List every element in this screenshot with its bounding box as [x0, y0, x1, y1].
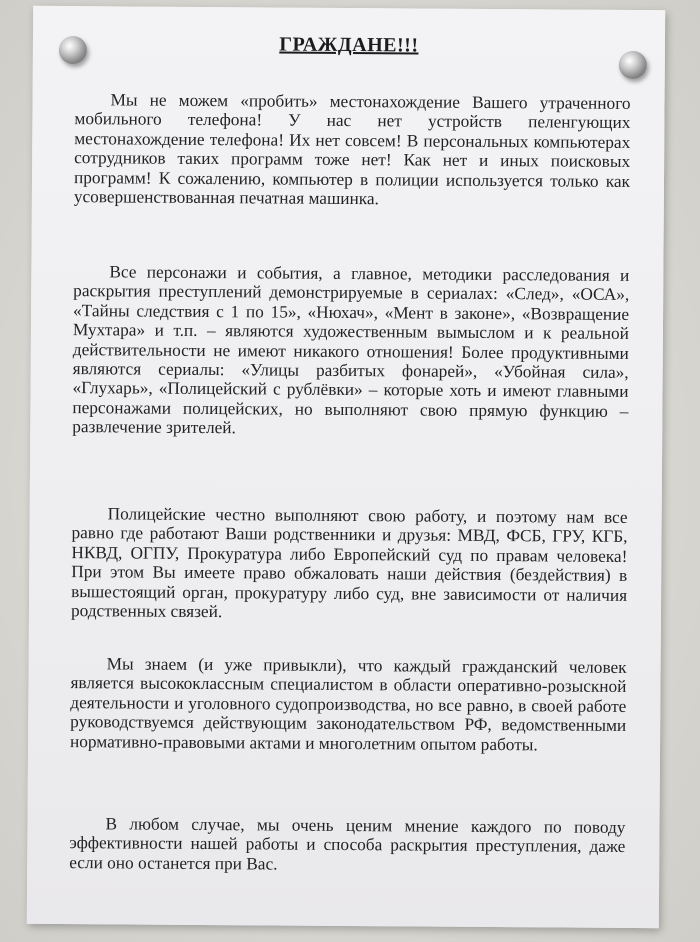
notice-sheet	[27, 6, 665, 928]
notice-paragraph-relatives: Полицейские честно выполняют свою работу, и поэтому нам все равно где работают Ваши родственники и друзья: МВД, ФСБ, ГРУ, КГБ, НКВД, ОГПУ, Прокуратура либо Европейский суд по правам человека! При этом Вы имеете право обжаловать наши действия (бездействия) в вышестоящий орган, прокуратуру либо суд, вне зависимости от наличия родственных связей.	[70, 504, 628, 622]
notice-paragraph-specialists: Мы знаем (и уже привыкли), что каждый гражданский человек является высококлассным специалистом в области оперативно-розыскной деятельности и уголовного судопроизводства, но все равно, в своей работе руководствуемся действующим законодательством РФ, ведомственными нормативно-правовыми актами и многолетним опытом работы.	[70, 654, 627, 754]
notice-paragraph-phone-tracking: Мы не можем «пробить» местонахождение Вашего утраченного мобильного телефона! У нас нет устройств пеленгующих местонахождение телефона! Их нет совсем! В персональных компьютерах сотрудников таких программ тоже нет! Как нет и иных поисковых программ! К сожалению, компьютер в полиции используется только как усовершенствованная печатная машинка.	[73, 90, 631, 209]
notice-paragraph-closing: В любом случае, мы очень ценим мнение каждого по поводу эффективности нашей работы и способа раскрытия преступления, даже если оно останется при Вас.	[69, 814, 626, 874]
notice-paragraph-tv-series: Все персонажи и события, а главное, методики расследования и раскрытия преступлений демонстрируемые в сериалах: «След», «ОСА», «Тайны следствия с 1 по 15», «Нюхач», «Мент в законе», «Возвращение Мухтара» и т.п. – являются художественным вымыслом и к реальной действительности не имеют никакого отношения! Более продуктивными являются сериалы: «Улицы разбитых фонарей», «Убойная сила», «Глухарь», «Полицейский с рублёвки» – которые хоть и имеют главными персонажами полицейских, но выполняют свою прямую функцию – развлечение зрителей.	[72, 262, 630, 438]
notice-title: ГРАЖДАНЕ!!!	[279, 33, 419, 57]
